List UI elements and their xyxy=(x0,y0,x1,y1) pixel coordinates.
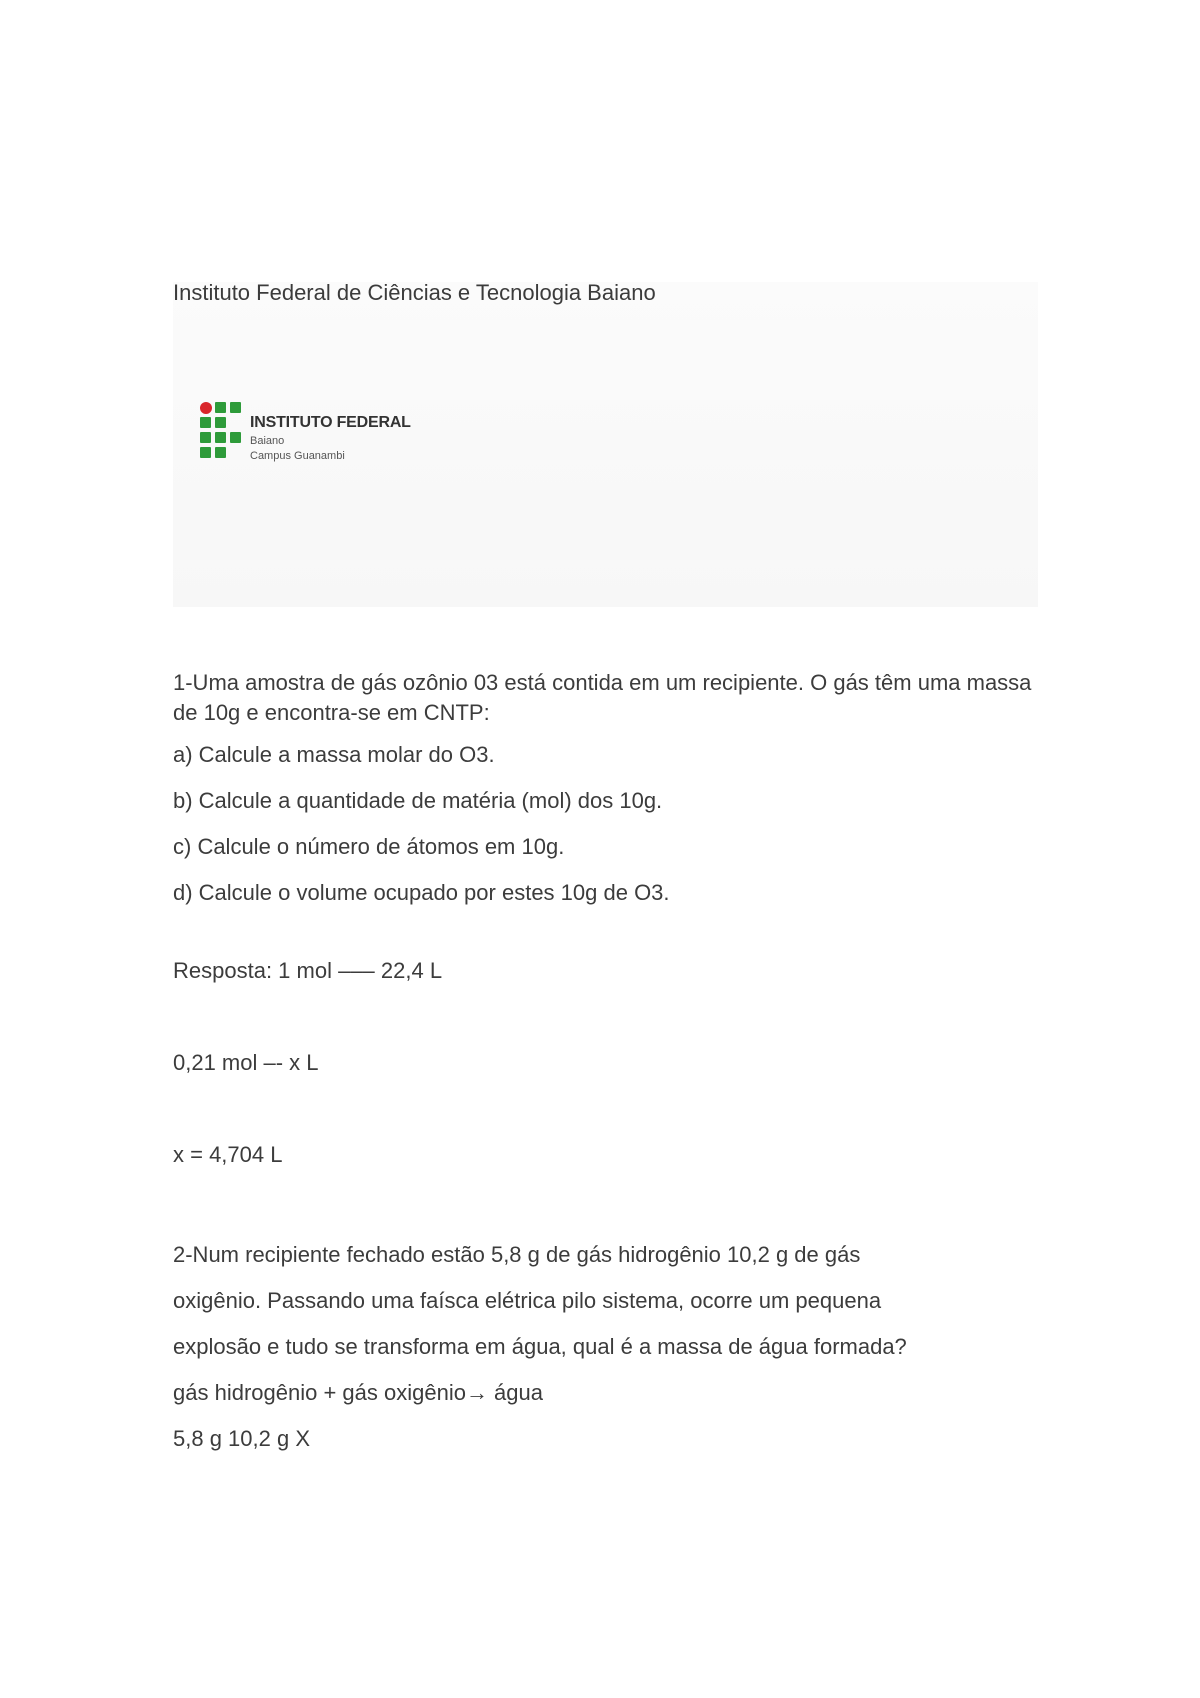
question-2-line-5: 5,8 g 10,2 g X xyxy=(173,1426,310,1451)
answer-line-1: Resposta: 1 mol ––– 22,4 L xyxy=(173,958,443,983)
question-2-line-2: oxigênio. Passando uma faísca elétrica pilo sistema, ocorre um pequena xyxy=(173,1288,882,1313)
question-2-line-4: gás hidrogênio + gás oxigênio→ água xyxy=(173,1380,543,1405)
question-1-prompt: 1-Uma amostra de gás ozônio 03 está contida em um recipiente. O gás têm uma massa de 10g e encontra-se em CNTP: xyxy=(173,670,1032,725)
logo-brand-text: INSTITUTO FEDERAL xyxy=(250,414,411,431)
institution-title: Instituto Federal de Ciências e Tecnologia Baiano xyxy=(173,280,656,305)
question-1-item-a: a) Calcule a massa molar do O3. xyxy=(173,742,495,767)
answer-line-3: x = 4,704 L xyxy=(173,1142,283,1167)
logo-grid-icon xyxy=(200,402,244,464)
institution-logo xyxy=(200,402,440,472)
logo-subtitle-1: Baiano xyxy=(250,435,285,447)
question-1-item-d: d) Calcule o volume ocupado por estes 10g de O3. xyxy=(173,880,670,905)
question-2-line-1: 2-Num recipiente fechado estão 5,8 g de gás hidrogênio 10,2 g de gás xyxy=(173,1242,861,1267)
answer-line-2: 0,21 mol –- x L xyxy=(173,1050,319,1075)
question-2 xyxy=(173,1232,1033,1462)
logo-subtitle-2: Campus Guanambi xyxy=(250,450,345,462)
document-content xyxy=(173,668,1033,1462)
question-1-item-b: b) Calcule a quantidade de matéria (mol) dos 10g. xyxy=(173,788,663,813)
question-2-line-3: explosão e tudo se transforma em água, qual é a massa de água formada? xyxy=(173,1334,907,1359)
question-1-item-c: c) Calcule o número de átomos em 10g. xyxy=(173,834,565,859)
